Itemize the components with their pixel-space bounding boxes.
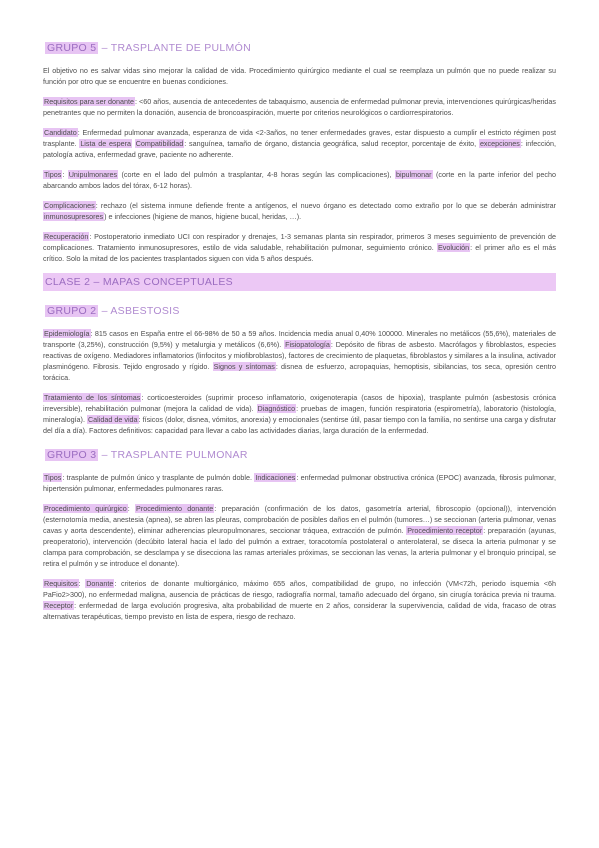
highlight-tag: excepciones: [479, 139, 520, 148]
highlight-tag: Indicaciones: [255, 473, 296, 482]
paragraph-procedimiento: Procedimiento quirúrgico: Procedimiento donante: preparación (confirmación de los datos, gasometría arterial, fibroscopio (opcional)), intervención (esternotomía media, anestesia (apnea), se abren las pleuras, comprobación de posibles daños en el pulmón (tumores…) se seccionan (arteria pulmonar, venas cavas y aorta descendente), eliminar adherencias pleuropulmonares, seccionar tráquea, extracción de pulmón. Procedimiento receptor: preparación (ayunas, preoperatorio), intervención (decúbito lateral hacia el lado del pulmón a extraer, toracotomía postolateral o anterolateral, se diseca la arteria pulmonar y se clampa para comprobación, se desclampa y se disecciona las ramas arteriales próximas, se seccionan las venas, la arteria pulmonar y el bronquio principal, se retira el pulmón y se introduce el donante).: [43, 504, 557, 568]
highlight-tag: Signos y síntomas: [213, 362, 275, 371]
highlight-tag: Fisiopatología: [285, 340, 330, 349]
paragraph-epidemiologia: Epidemiología: 815 casos en España entre el 66-98% de 50 a 59 años. Incidencia media anual 0,40% 100000. Minerales no metálicos (55,6%), materiales de transporte (3,25%), construcción (9,5%) y metalurgia y metálicos (6,6%). Fisiopatología: Depósito de fibras de asbesto. Macrófagos y fibroblastos, especies reactivas de oxígeno. Mediadores inflamatorios (linfocitos y miofibroblastos), factores de crecimiento de plaquetas, fibroblastos y similares a la insulina, activador plasminógeno. Fibrosis. Tejido engrosado y rígido. Signos y síntomas: disnea de esfuerzo, acropaquias, hemoptisis, sibilancias, tos seca, opresión centro torácica.: [43, 329, 556, 382]
highlight-tag: inmunosupresores: [44, 212, 104, 221]
highlight-tag: Donante: [86, 579, 114, 588]
highlight-tag: Epidemiología: [44, 329, 90, 338]
paragraph-tratamiento: Tratamiento de los síntomas: corticoesteroides (suprimir proceso inflamatorio, oxigenoterapia (casos de hipoxia), trasplante pulmón (asbestosis crónica irreversible), rehabilitación pulmonar (mejora la calidad de vida). Diagnóstico: pruebas de imagen, función respiratoria (espirometría), laboratorio (histología, mineralogía). Calidad de vida: físicos (dolor, disnea, vómitos, anorexia) y emocionales (sentirse útil, pasar tiempo con la familia, no sentirse una carga y disfrutar del día a día). Factores definitivos: capacidad para llevar a cabo las actividades diarias, larga duración de la enfermedad.: [43, 393, 556, 435]
highlight-tag: Receptor: [44, 601, 74, 610]
highlight-tag: Procedimiento receptor: [407, 526, 483, 535]
highlight-tag: Compatibilidad: [135, 139, 184, 148]
section-title-grupo2: GRUPO 2 – ASBESTOSIS: [47, 305, 180, 317]
highlight-tag: Candidato: [44, 128, 77, 137]
paragraph-candidato: Candidato: Enfermedad pulmonar avanzada, esperanza de vida <2-3años, no tener enfermedades graves, estar dispuesto a cumplir el estricto régimen post trasplante. Lista de espera Compatibilidad: sanguínea, tamaño de órgano, distancia geográfica, salud receptor, porcentaje de éxito, excepciones: infección, patología activa, enfermedad grave, paciente no adherente.: [43, 128, 557, 159]
highlight-tag: Diagnóstico: [257, 404, 296, 413]
paragraph-intro: El objetivo no es salvar vidas sino mejorar la calidad de vida. Procedimiento quirúrgico mediante el cual se reemplaza un pulmón que no puede realizar su función por otro que se encuentre en buenas condiciones.: [43, 66, 556, 86]
highlight-tag: Unipulmonares: [68, 170, 118, 179]
class-band-title: CLASE 2 – MAPAS CONCEPTUALES: [43, 273, 556, 291]
highlight-tag: Tratamiento de los síntomas: [44, 393, 141, 402]
highlight-tag: bipulmonar: [395, 170, 432, 179]
highlight-tag: Complicaciones: [44, 201, 95, 210]
paragraph-requisitos: Requisitos: Donante: criterios de donante multiorgánico, máximo 655 años, compatibilidad de grupo, no infección (VM<72h, periodo isquemia <6h PaFio2>300), no enfermedad maligna, ausencia de prácticas de riesgo, radiografía normal, tamaño adecuado del órgano, sin cirugía torácica previa ni trauma. Receptor: enfermedad de larga evolución progresiva, alta probabilidad de muerte en 2 años, considerar la supervivencia, calidad de vida, fracaso de otras alternativas terapéuticas, tiempo previsto en lista de espera, riesgo de rechazo.: [43, 579, 556, 621]
paragraph-tipos-indicaciones: Tipos: trasplante de pulmón único y trasplante de pulmón doble. Indicaciones: enfermedad pulmonar obstructiva crónica (EPOC) avanzada, fibrosis pulmonar, hipertensión pulmonar, enfermedades pulmonares raras.: [43, 473, 556, 493]
highlight-tag: Requisitos para ser donante: [44, 97, 134, 106]
highlight-tag: Recuperación: [44, 232, 89, 241]
section-title-grupo5: GRUPO 5 – TRASPLANTE DE PULMÓN: [47, 42, 251, 54]
paragraph-complicaciones: Complicaciones: rechazo (el sistema inmune defiende frente a antígenos, el nuevo órgano es detectado como extraño por lo que se deberán administrar inmunosupresores) e infecciones (higiene de manos, higiene bucal, heridas, …).: [44, 201, 556, 221]
highlight-tag: Lista de espera: [80, 139, 131, 148]
highlight-tag: Procedimiento quirúrgico: [44, 504, 127, 513]
section-title-grupo3: GRUPO 3 – TRASPLANTE PULMONAR: [47, 449, 248, 461]
paragraph-requisitos-donante: Requisitos para ser donante: <60 años, ausencia de antecedentes de tabaquismo, ausencia de enfermedad pulmonar previa, intervenciones quirúrgicas/heridas penetrantes que no permiten la donación, ausencia de broncoaspiración, muerte por criterios neurológicos o cardiorrespiratorios.: [43, 97, 556, 117]
highlight-tag: Requisitos: [44, 579, 78, 588]
highlight-tag: Tipos: [44, 170, 62, 179]
paragraph-recuperacion: Recuperación: Postoperatorio inmediato UCI con respirador y drenajes, 1-3 semanas planta sin respirador, primeros 3 meses seguimiento de prevención de complicaciones. Tratamiento inmunosupresores, estilo de vida saludable, rehabilitación pulmonar, seguimiento crónico. Evolución: el primer año es el más crítico. Solo la mitad de los pacientes trasplantados siguen con vida 5 años después.: [43, 232, 556, 263]
highlight-tag: Procedimiento donante: [136, 504, 214, 513]
highlight-tag: Calidad de vida: [87, 415, 138, 424]
highlight-tag: Tipos: [44, 473, 62, 482]
highlight-tag: Evolución: [437, 243, 470, 252]
paragraph-tipos: Tipos: Unipulmonares (corte en el lado del pulmón a trasplantar, 4-8 horas según las complicaciones), bipulmonar (corte en la parte inferior del pecho abarcando ambos lados del tórax, 6-12 horas).: [43, 170, 556, 190]
